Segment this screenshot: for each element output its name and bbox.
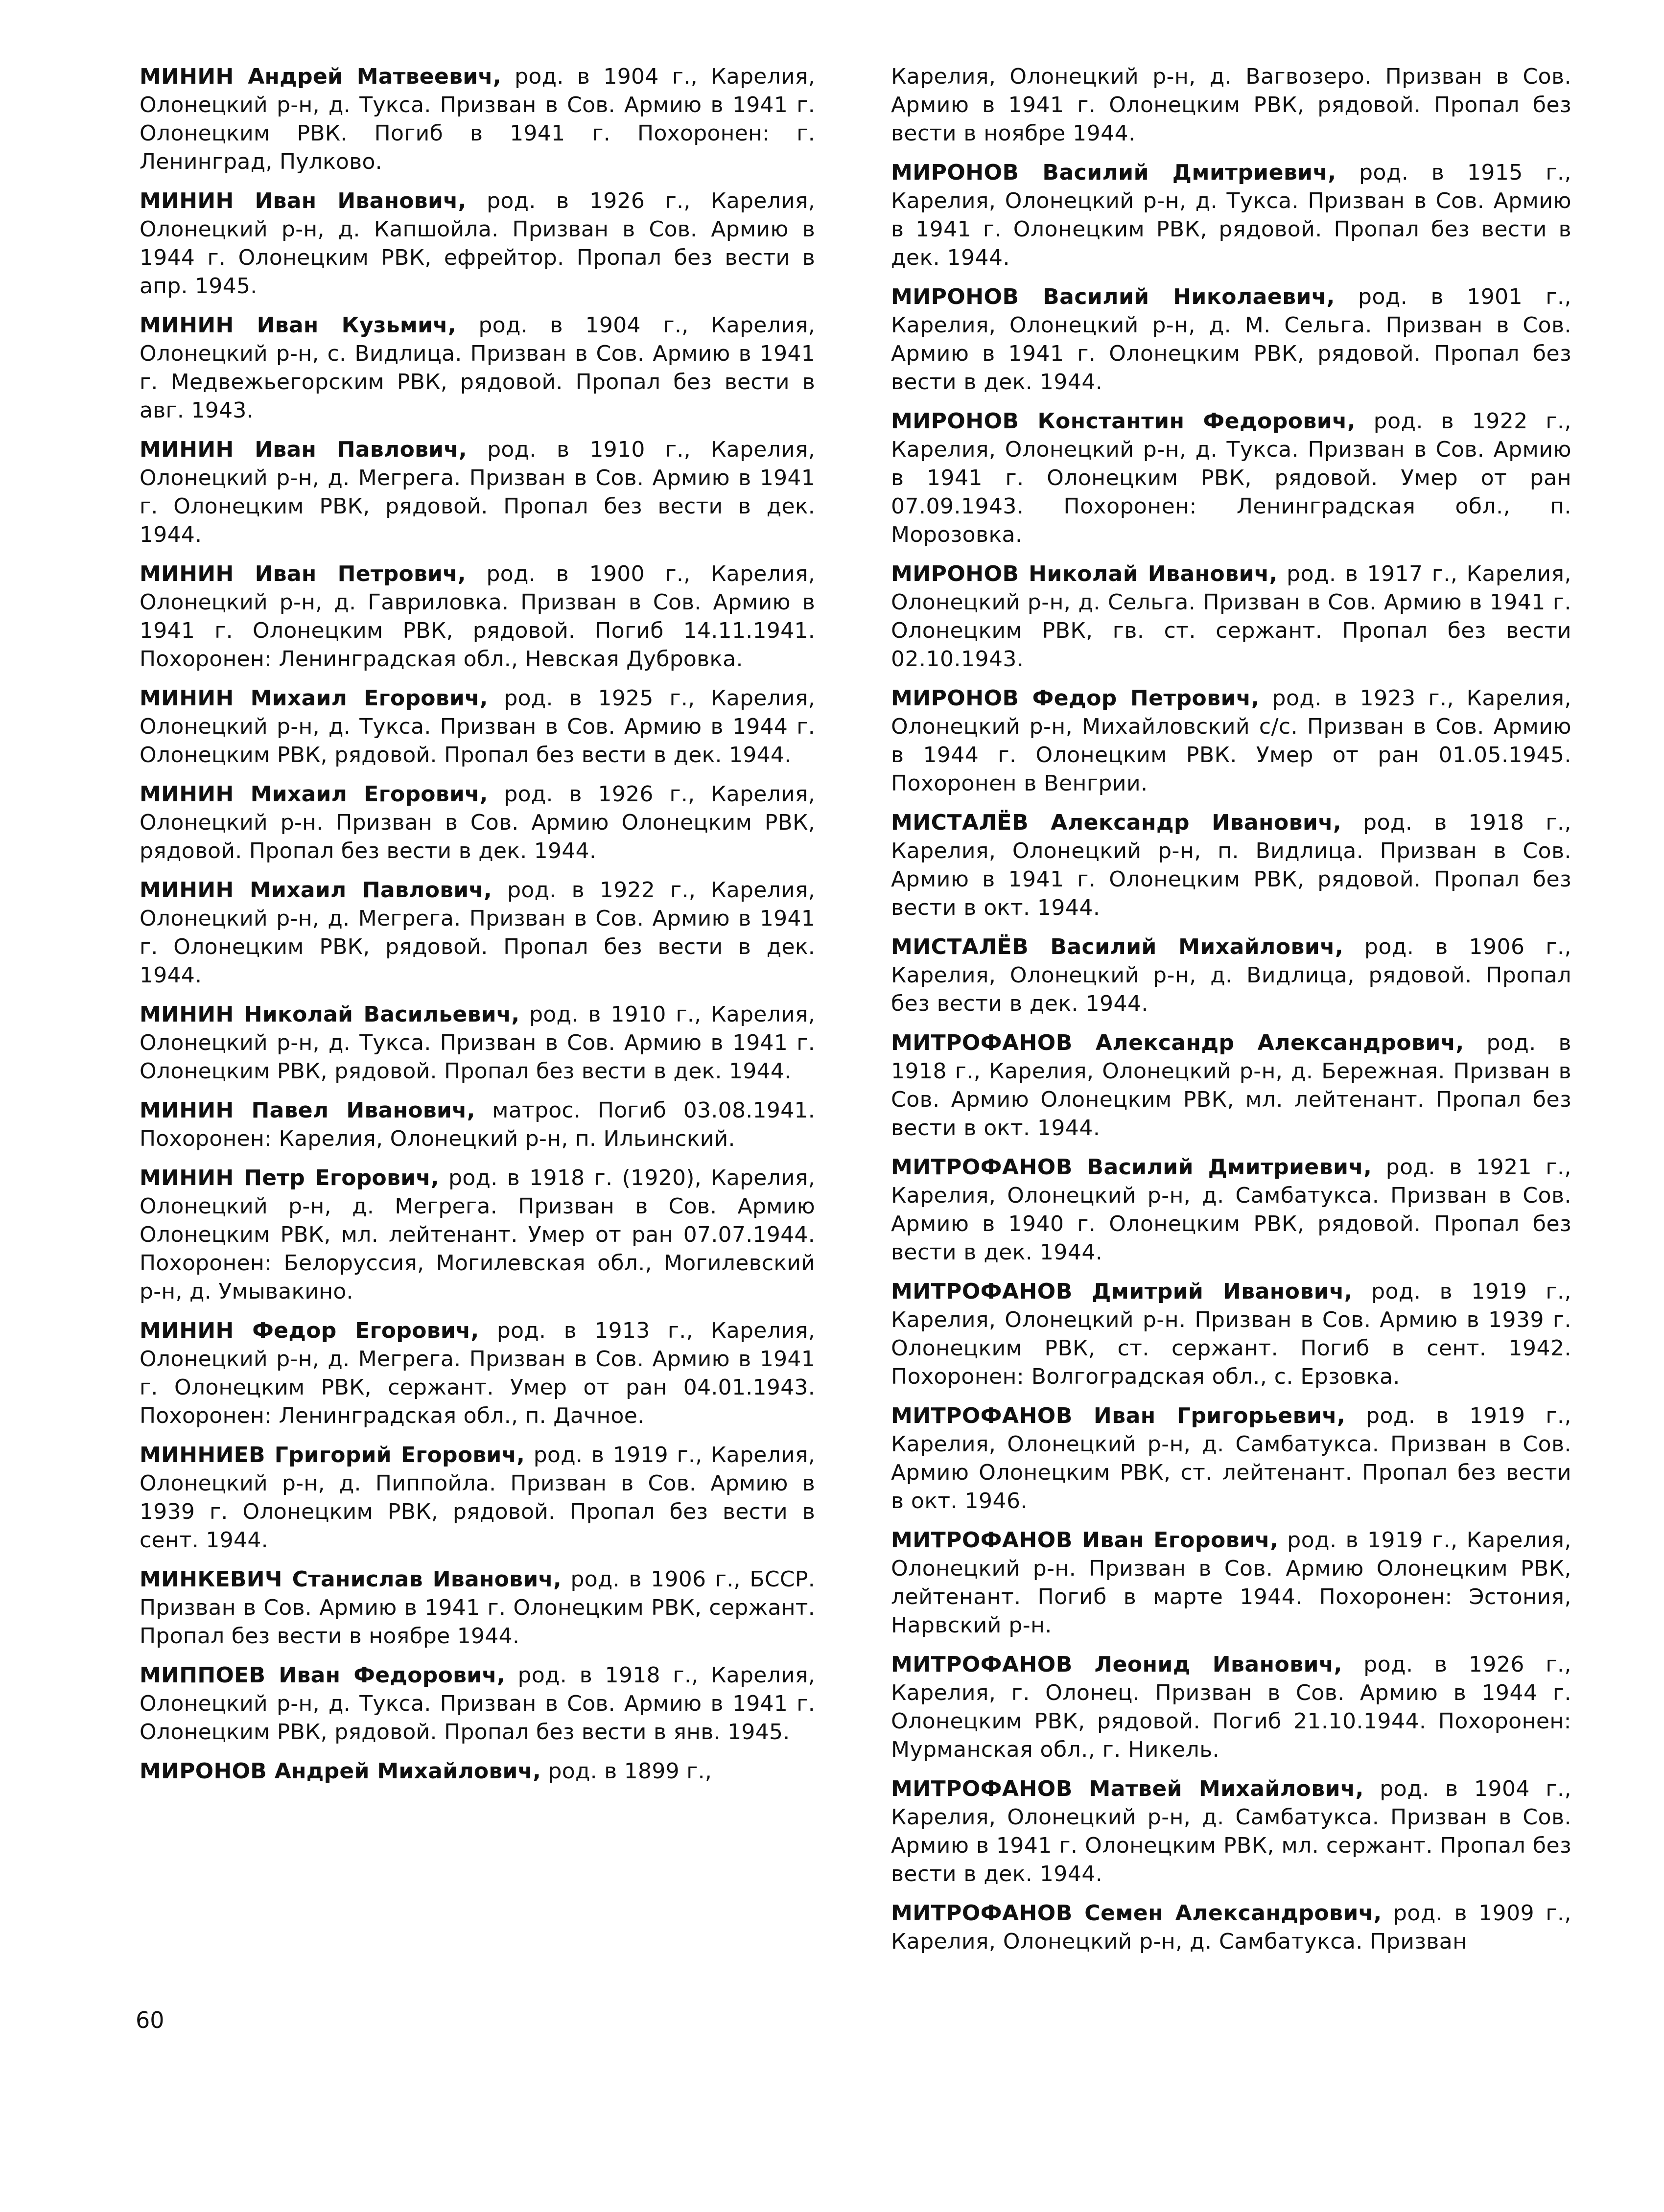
entry — [140, 1565, 815, 1651]
entry-name: МИНИН Михаил Егорович, — [140, 782, 488, 807]
entry-name: МИТРОФАНОВ Василий Дмитриевич, — [891, 1155, 1372, 1180]
entry-text: род. в 1922 г., Карелия, Олонецкий р-н, д. Мегрега. Призван в Сов. Армию в 1941 г. Олонецким РВК, рядовой. Пропал без вести в дек. 1944. — [140, 878, 815, 988]
entry-text: род. в 1922 г., Карелия, Олонецкий р-н, д. Тукса. Призван в Сов. Армию в 1941 г. Олонецким РВК, рядовой. Умер от ран 07.09.1943. Похоронен: Ленинградская обл., п. Морозовка. — [891, 409, 1572, 547]
entry-name: МИНИН Андрей Матвеевич, — [140, 64, 501, 89]
entry — [891, 283, 1571, 396]
entry — [891, 933, 1571, 1018]
entry — [140, 1001, 815, 1086]
entry-name: МИНИН Иван Иванович, — [140, 188, 467, 213]
entry — [891, 1029, 1571, 1142]
entry-name: МИТРОФАНОВ Матвей Михайлович, — [891, 1776, 1364, 1801]
entry-text: род. в 1925 г., Карелия, Олонецкий р-н, д. Тукса. Призван в Сов. Армию в 1944 г. Олонецким РВК, рядовой. Пропал без вести в дек. 1944. — [140, 686, 815, 768]
entry-text: род. в 1926 г., Карелия, Олонецкий р-н, д. Капшойла. Призван в Сов. Армию в 1944 г. Олонецким РВК, ефрейтор. Пропал без вести в апр. 1945. — [140, 188, 816, 299]
entry — [891, 407, 1571, 549]
entry-name: МИННИЕВ Григорий Егорович, — [140, 1443, 525, 1467]
entry-text: род. в 1913 г., Карелия, Олонецкий р-н, д. Мегрега. Призван в Сов. Армию в 1941 г. Олонецким РВК, сержант. Умер от ран 04.01.1943. Похоронен: Ленинградская обл., п. Дачное. — [140, 1318, 815, 1428]
entry — [140, 1317, 815, 1430]
entry — [140, 187, 815, 301]
entry-text: род. в 1900 г., Карелия, Олонецкий р-н, д. Гавриловка. Призван в Сов. Армию в 1941 г. Олонецким РВК, рядовой. Погиб 14.11.1941. Похоронен: Ленинградская обл., Невская Дубровка. — [140, 561, 816, 672]
entry-text: род. в 1921 г., Карелия, Олонецкий р-н, д. Самбатукса. Призван в Сов. Армию в 1940 г. Олонецким РВК, рядовой. Пропал без вести в дек. 1944. — [891, 1155, 1571, 1265]
entry-name: МИРОНОВ Константин Федорович, — [891, 409, 1356, 434]
entry — [140, 876, 815, 990]
entry-text: род. в 1918 г., Карелия, Олонецкий р-н, п. Видлица. Призван в Сов. Армию в 1941 г. Олонецким РВК, рядовой. Пропал без вести в окт. 1944. — [891, 810, 1572, 920]
entry-text: род. в 1910 г., Карелия, Олонецкий р-н, д. Тукса. Призван в Сов. Армию в 1941 г. Олонецким РВК, рядовой. Пропал без вести в дек. 1944. — [140, 1002, 816, 1084]
entry-name: МИРОНОВ Василий Николаевич, — [891, 284, 1335, 309]
entry-name: МИНИН Николай Васильевич, — [140, 1002, 520, 1027]
entry-text: род. в 1926 г., Карелия, г. Олонец. Призван в Сов. Армию в 1944 г. Олонецким РВК, рядовой. Погиб 21.10.1944. Похоронен: Мурманская обл., г. Никель. — [891, 1652, 1571, 1762]
entry — [140, 1757, 815, 1786]
entry-text: род. в 1909 г., Карелия, Олонецкий р-н, д. Самбатукса. Призван — [891, 1901, 1572, 1954]
entry-name: МИРОНОВ Василий Дмитриевич, — [891, 160, 1336, 185]
entry-text: род. в 1904 г., Карелия, Олонецкий р-н, д. Самбатукса. Призван в Сов. Армию в 1941 г. Олонецким РВК, мл. сержант. Пропал без вести в дек. 1944. — [891, 1776, 1571, 1886]
entry — [140, 1441, 815, 1555]
entry-text: Карелия, Олонецкий р-н, д. Вагвозеро. Призван в Сов. Армию в 1941 г. Олонецким РВК, рядовой. Пропал без вести в ноябре 1944. — [891, 64, 1571, 146]
entry — [891, 1402, 1571, 1515]
entry — [140, 1164, 815, 1306]
entry-name: МИСТАЛЁВ Василий Михайлович, — [891, 934, 1344, 959]
entry-text: род. в 1918 г., Карелия, Олонецкий р-н, д. Бережная. Призван в Сов. Армию Олонецким РВК, мл. лейтенант. Пропал без вести в окт. 1944. — [891, 1030, 1571, 1141]
entry — [891, 63, 1571, 148]
entry-text: род. в 1918 г., Карелия, Олонецкий р-н, д. Тукса. Призван в Сов. Армию в 1941 г. Олонецким РВК, рядовой. Пропал без вести в янв. 1945. — [140, 1663, 815, 1745]
entry-text: род. в 1906 г., Карелия, Олонецкий р-н, д. Видлица, рядовой. Пропал без вести в дек. 1944. — [891, 934, 1571, 1016]
entry — [891, 560, 1571, 674]
page-number: 60 — [136, 2007, 164, 2033]
entry-name: МИНИН Петр Егорович, — [140, 1165, 439, 1190]
entry-name: МИНИН Иван Петрович, — [140, 561, 466, 586]
entry-text: род. в 1919 г., Карелия, Олонецкий р-н, д. Самбатукса. Призван в Сов. Армию Олонецким РВК, ст. лейтенант. Пропал без вести в окт. 1946. — [891, 1403, 1572, 1513]
entry-name: МИТРОФАНОВ Семен Александрович, — [891, 1901, 1382, 1926]
entry-name: МИНИН Павел Иванович, — [140, 1098, 475, 1123]
entry — [891, 1899, 1571, 1956]
entry — [891, 809, 1571, 922]
entry — [891, 684, 1571, 798]
entry-text: род. в 1910 г., Карелия, Олонецкий р-н, д. Мегрега. Призван в Сов. Армию в 1941 г. Олонецким РВК, рядовой. Пропал без вести в дек. 1944. — [140, 437, 816, 547]
entry-text: род. в 1918 г. (1920), Карелия, Олонецкий р-н, д. Мегрега. Призван в Сов. Армию Олонецким РВК, мл. лейтенант. Умер от ран 07.07.1944. Похоронен: Белоруссия, Могилевская обл., Могилевский р-н, д. Умывакино. — [140, 1165, 815, 1304]
entry-text: род. в 1901 г., Карелия, Олонецкий р-н, д. М. Сельга. Призван в Сов. Армию в 1941 г. Олонецким РВК, рядовой. Пропал без вести в дек. 1944. — [891, 284, 1571, 395]
entry — [891, 1278, 1571, 1391]
entry-text: род. в 1926 г., Карелия, Олонецкий р-н. Призван в Сов. Армию Олонецким РВК, рядовой. Пропал без вести в дек. 1944. — [140, 782, 815, 863]
entry-name: МИТРОФАНОВ Леонид Иванович, — [891, 1652, 1342, 1677]
entry-text: род. в 1904 г., Карелия, Олонецкий р-н, д. Тукса. Призван в Сов. Армию в 1941 г. Олонецким РВК. Погиб в 1941 г. Похоронен: г. Ленинград, Пулково. — [140, 64, 815, 174]
entry-text: род. в 1923 г., Карелия, Олонецкий р-н, Михайловский с/с. Призван в Сов. Армию в 1944 г. Олонецким РВК. Умер от ран 01.05.1945. Похоронен в Венгрии. — [891, 686, 1572, 796]
entry-name: МИНИН Федор Егорович, — [140, 1318, 479, 1343]
left-column — [140, 63, 815, 1796]
entry — [140, 311, 815, 425]
entry — [140, 780, 815, 865]
entry-text: род. в 1917 г., Карелия, Олонецкий р-н, д. Сельга. Призван в Сов. Армию в 1941 г. Олонецким РВК, гв. ст. сержант. Пропал без вести 02.10.1943. — [891, 561, 1571, 672]
entry — [891, 1651, 1571, 1764]
entry-name: МИТРОФАНОВ Александр Александрович, — [891, 1030, 1464, 1055]
entry — [140, 63, 815, 176]
entry — [891, 159, 1571, 272]
entry-name: МИНИН Михаил Павлович, — [140, 878, 492, 903]
entry-name: МИРОНОВ Николай Иванович, — [891, 561, 1278, 586]
entry-name: МИТРОФАНОВ Иван Егорович, — [891, 1528, 1279, 1553]
entry — [140, 684, 815, 769]
entry — [891, 1526, 1571, 1640]
entry-text: род. в 1919 г., Карелия, Олонецкий р-н. Призван в Сов. Армию в 1939 г. Олонецким РВК, ст. сержант. Погиб в сент. 1942. Похоронен: Волгоградская обл., с. Ерзовка. — [891, 1279, 1572, 1389]
entry-name: МИНИН Иван Кузьмич, — [140, 313, 456, 338]
entry — [891, 1775, 1571, 1888]
entry-text: род. в 1919 г., Карелия, Олонецкий р-н, д. Пиппойла. Призван в Сов. Армию в 1939 г. Олонецким РВК, рядовой. Пропал без вести в сент. 1944. — [140, 1443, 815, 1553]
entry-name: МИТРОФАНОВ Иван Григорьевич, — [891, 1403, 1346, 1428]
entry — [140, 1096, 815, 1153]
entry — [891, 1153, 1571, 1267]
entry-text: род. в 1904 г., Карелия, Олонецкий р-н, с. Видлица. Призван в Сов. Армию в 1941 г. Медвежьегорским РВК, рядовой. Пропал без вести в авг. 1943. — [140, 313, 816, 423]
entry-name: МИТРОФАНОВ Дмитрий Иванович, — [891, 1279, 1353, 1304]
entry-name: МИНИН Михаил Егорович, — [140, 686, 488, 711]
entry-name: МИРОНОВ Федор Петрович, — [891, 686, 1260, 711]
entry-text: род. в 1906 г., БССР. Призван в Сов. Армию в 1941 г. Олонецким РВК, сержант. Пропал без вести в ноябре 1944. — [140, 1567, 815, 1649]
entry-name: МИППОЕВ Иван Федорович, — [140, 1663, 505, 1688]
entry — [140, 436, 815, 549]
entry-text: род. в 1899 г., — [541, 1759, 712, 1784]
entry-name: МИСТАЛЁВ Александр Иванович, — [891, 810, 1342, 835]
entry-text: матрос. Погиб 03.08.1941. Похоронен: Карелия, Олонецкий р-н, п. Ильинский. — [140, 1098, 816, 1151]
entry-name: МИНКЕВИЧ Станислав Иванович, — [140, 1567, 562, 1592]
right-column — [891, 63, 1571, 1967]
entry — [140, 560, 815, 674]
entry-name: МИНИН Иван Павлович, — [140, 437, 467, 462]
entry-text: род. в 1919 г., Карелия, Олонецкий р-н. Призван в Сов. Армию Олонецким РВК, лейтенант. Погиб в марте 1944. Похоронен: Эстония, Нарвский р-н. — [891, 1528, 1571, 1638]
entry — [140, 1661, 815, 1746]
entry-name: МИРОНОВ Андрей Михайлович, — [140, 1759, 541, 1784]
entry-text: род. в 1915 г., Карелия, Олонецкий р-н, д. Тукса. Призван в Сов. Армию в 1941 г. Олонецким РВК, рядовой. Пропал без вести в дек. 1944. — [891, 160, 1571, 270]
